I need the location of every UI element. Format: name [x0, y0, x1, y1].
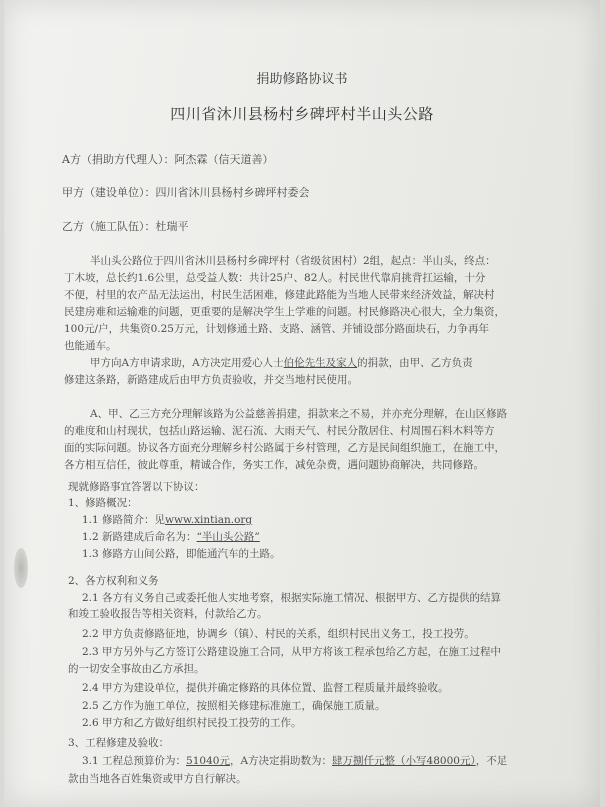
para2-line: 修建这条路，新路建成后由甲方负责验收，并交当地村民使用。 [64, 374, 358, 386]
document-title: 捐助修路协议书 [256, 72, 348, 87]
clause-2-1: 2.1 各方有义务自己或委托他人实地考察，根据实际施工情况、根据甲方、乙方提供的结算 [82, 592, 502, 604]
document-subtitle: 四川省沐川县杨村乡碑坪村半山头公路 [170, 105, 434, 123]
clause-2-1: 和竣工验收报告等相关资料，付款给乙方。 [68, 608, 268, 620]
donor-name: 伯伦先生及家人 [283, 357, 358, 369]
para1-line: 100元/户，共集资0.25万元，计划修通土路、支路、涵管、并铺设部分路面块石，力争再年 [64, 323, 489, 335]
section3-heading: 3、工程修建及验收： [68, 737, 170, 749]
budget-amount: 51040元 [186, 755, 230, 767]
para3-line: 各方相互信任，彼此尊重，精诚合作，务实工作，减免杂费，遇问题协商解决，共同修路。 [64, 459, 484, 471]
party-yi: 乙方（施工队伍）：杜瑞平 [62, 220, 189, 233]
para1-line: 民建房难和运输难的问题，更重要的是解决学生上学难的问题。村民修路决心很大，全力集资， [64, 306, 505, 318]
clause-2-3: 的一切安全事故由乙方承担。 [68, 663, 205, 675]
section1-heading: 1、修路概况： [68, 497, 138, 509]
clause-1-1 [82, 514, 252, 527]
clause-2-4: 2.4 甲方为建设单位，提供并确定修路的具体位置、监督工程质量并最终验收。 [82, 682, 449, 694]
clause-text: 3.1 工程总预算价为： [82, 755, 187, 767]
clause-1-3: 1.3 修路方山间公路，即能通汽车的土路。 [82, 548, 281, 560]
document-page [4, 0, 600, 807]
clause-text: 1.2 新路建成后命名为： [82, 531, 197, 543]
website-link[interactable]: www.xintian.org [165, 514, 253, 526]
clause-2-6: 2.6 甲方和乙方做好组织村民投工投劳的工作。 [82, 717, 302, 729]
para1-line: 也能通车。 [64, 340, 117, 352]
para1-line: 丁木坡，总长约1.6公里，总受益人数：共计25户、82人。村民世代靠肩挑背扛运输，十分 [64, 272, 486, 284]
para3-line: A、甲、乙三方充分理解该路为公益慈善捐建，捐款来之不易，并亦充分理解，在山区修路 [90, 408, 508, 420]
clause-1-2 [82, 531, 260, 544]
clause-2-5: 2.5 乙方作为施工单位，按照相关修建标准施工，确保施工质量。 [82, 700, 386, 712]
party-jia: 甲方（建设单位）：四川省沐川县杨村乡碑坪村委会 [62, 186, 310, 199]
para1-line: 半山头公路位于四川省沐川县杨村乡碑坪村（省级贫困村）2组，起点：半山头，终点： [90, 255, 496, 267]
clause-3-1: 款由当地各百姓集资或甲方自行解决。 [68, 773, 247, 785]
para3-line: 的难度和山村现状，包括山路运输、泥石流、大雨天气、村民分散居住、村周围石料木料等方 [64, 425, 495, 437]
road-name: “半山头公路” [196, 531, 260, 543]
clause-2-3: 2.3 甲方另外与乙方签订公路建设施工合同，从甲方将该工程承包给乙方起，在施工过程中 [82, 646, 502, 658]
para2-text: 的捐款，由甲、乙方负责 [357, 357, 473, 369]
para2-text: 甲方向A方申请求助，A方决定用爱心人士 [90, 357, 284, 369]
punch-hole-mark [14, 548, 28, 588]
para2-line [90, 357, 473, 370]
clause-2-2: 2.2 甲方负责修路征地，协调乡（镇）、村民的关系，组织村民出义务工，投工投劳。 [82, 628, 475, 640]
para3-line: 面的实际问题。协议各方面充分理解乡村公路属于乡村管理，乙方是民间组织施工，在施工中， [64, 442, 505, 454]
clause-3-1 [82, 755, 507, 768]
party-a-donor: A方（捐助方代理人）：阿杰霖（信天道善） [62, 153, 274, 166]
donation-amount: 肆万捌仟元整（小写48000元） [332, 755, 476, 767]
para1-line: 不便，村里的农产品无法运出，村民生活困难，修建此路能为当地人民带来经济效益，解决村 [64, 289, 495, 301]
agreement-intro: 现就修路事宜答署以下协议： [68, 481, 205, 493]
clause-text: ，不足 [475, 755, 508, 767]
clause-text: 1.1 修路简介：见 [82, 514, 166, 526]
clause-text: ，A方决定捐助数为： [229, 755, 333, 767]
section2-heading: 2、各方权利和义务 [68, 575, 159, 587]
